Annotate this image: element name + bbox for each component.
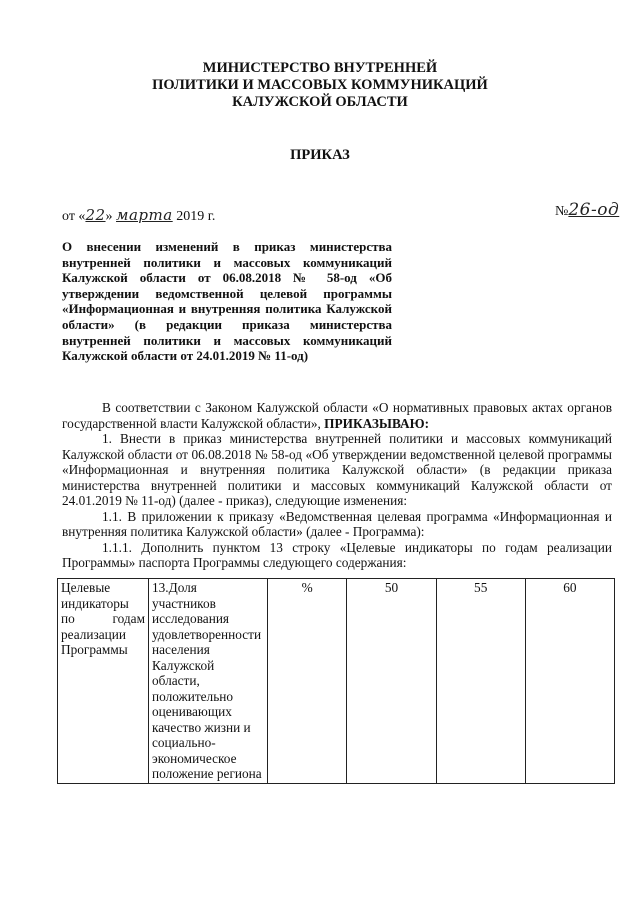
body-paragraph <box>62 400 612 431</box>
order-body <box>62 400 612 571</box>
body-paragraph: 1. Внести в приказ министерства внутренней политики и массовых коммуникаций Калужской области от 06.08.2018 № 58-од «Об утверждении ведомственной целевой программы «Информационная и внутренняя политика Калужской области» (в редакции приказа министерства внутренней политики и массовых коммуникаций Калужской области от 24.01.2019 № 11-од) (далее - приказ), следующие изменения: <box>62 431 612 508</box>
date-year: 2019 г. <box>172 209 216 224</box>
ministry-line: МИНИСТЕРСТВО ВНУТРЕННЕЙ <box>202 60 438 76</box>
paragraph-text: В соответствии с Законом Калужской области «О нормативных правовых актах органов государственной власти Калужской области», <box>62 400 612 431</box>
date-day-handwritten: 22 <box>85 206 106 224</box>
indicators-table <box>57 578 615 784</box>
date-mid: » <box>105 209 117 224</box>
order-title: ПРИКАЗ <box>290 147 350 163</box>
table-cell-value: 55 <box>436 579 525 784</box>
body-paragraph: 1.1. В приложении к приказу «Ведомственная целевая программа «Информационная и внутренняя политика Калужской области» (далее - Программа): <box>62 508 612 539</box>
number-handwritten: 26-од <box>568 200 620 220</box>
table-row <box>58 579 615 784</box>
date-prefix: от « <box>62 209 86 224</box>
order-subject: О внесении изменений в приказ министерства внутренней политики и массовых коммуникаций Калужской области от 06.08.2018 № 58-од «Об утверждении ведомственной целевой программы «Информационная и внутренняя политика Калужской области» (в редакции приказа министерства внутренней политики и массовых коммуникаций Калужской области от 24.01.2019 № 11-од) <box>62 239 392 364</box>
order-verb: ПРИКАЗЫВАЮ: <box>324 415 430 431</box>
table-cell-indicator: 13.Доля участников исследования удовлетворенности населения Калужской области, положительно оценивающих качество жизни и социально-экономическое положение региона <box>149 579 268 784</box>
ministry-line: КАЛУЖСКОЙ ОБЛАСТИ <box>232 94 408 110</box>
body-paragraph: 1.1.1. Дополнить пунктом 13 строку «Целевые индикаторы по годам реализации Программы» паспорта Программы следующего содержания: <box>62 539 612 570</box>
ministry-line: ПОЛИТИКИ И МАССОВЫХ КОММУНИКАЦИЙ <box>152 77 488 93</box>
number-prefix: № <box>555 204 569 219</box>
table-cell-label: Целевые индикаторы по годам реализации Программы <box>58 579 149 784</box>
date-month-handwritten: марта <box>116 206 173 224</box>
order-date <box>62 206 215 225</box>
table-cell-value: 60 <box>525 579 614 784</box>
table-cell-unit: % <box>268 579 347 784</box>
order-number <box>555 200 619 220</box>
ministry-name <box>0 60 640 111</box>
table-cell-value: 50 <box>347 579 436 784</box>
